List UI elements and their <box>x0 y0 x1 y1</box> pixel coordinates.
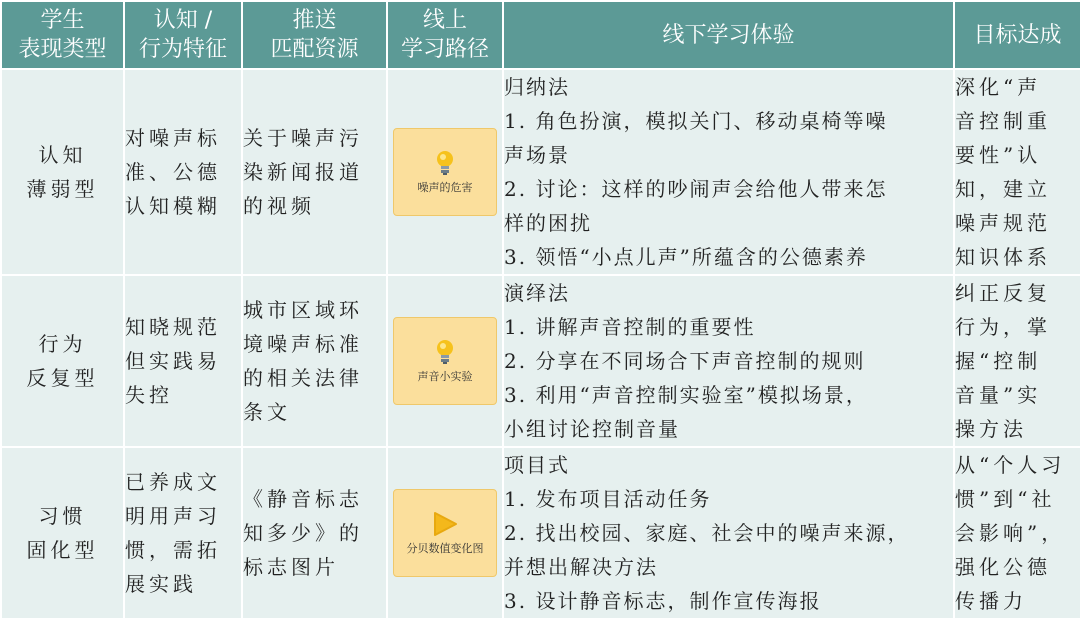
lightbulb-icon <box>432 338 458 366</box>
experience-line: 1. 发布项目活动任务 <box>504 487 712 511</box>
header-goal: 目标达成 <box>954 1 1080 69</box>
header-cognition-behavior: 认知 / 行为特征 <box>124 1 242 69</box>
offline-experience-cell <box>503 69 954 275</box>
student-type-text: 行为 反复型 <box>26 332 99 390</box>
goal-cell: 纠正反复 行为，掌 握“控制 音量”实 操方法 <box>954 275 1080 447</box>
student-type-text: 认知 薄弱型 <box>26 143 99 201</box>
method-label: 归纳法 <box>504 75 570 99</box>
student-type-cell <box>1 447 124 619</box>
student-type-cell <box>1 69 124 275</box>
goal-cell: 深化“声 音控制重 要性”认 知，建立 噪声规范 知识体系 <box>954 69 1080 275</box>
method-label: 演绎法 <box>504 281 570 305</box>
path-card-label: 噪声的危害 <box>417 181 473 194</box>
header-matched-resource: 推送 匹配资源 <box>242 1 387 69</box>
online-path-cell <box>387 447 503 619</box>
offline-experience-cell <box>503 447 954 619</box>
path-card-label: 声音小实验 <box>417 370 473 383</box>
online-path-cell <box>387 69 503 275</box>
experience-line: 2. 分享在不同场合下声音控制的规则 <box>504 349 866 373</box>
offline-experience-cell <box>503 275 954 447</box>
header-offline-experience: 线下学习体验 <box>503 1 954 69</box>
table-row <box>1 69 1080 275</box>
resource-cell: 城市区域环 境噪声标准 的相关法律 条文 <box>242 275 387 447</box>
experience-line: 1. 角色扮演，模拟关门、移动桌椅等噪 <box>504 109 888 133</box>
table-row <box>1 275 1080 447</box>
experience-line: 3. 利用“声音控制实验室”模拟场景， <box>504 383 868 407</box>
student-type-cell <box>1 275 124 447</box>
header-row <box>1 1 1080 69</box>
online-path-cell <box>387 275 503 447</box>
resource-cell: 《静音标志 知多少》的 标志图片 <box>242 447 387 619</box>
experience-line: 小组讨论控制音量 <box>504 417 680 441</box>
experience-line: 声场景 <box>504 143 570 167</box>
path-card[interactable] <box>393 128 497 216</box>
cognition-cell: 对噪声标 准、公德 认知模糊 <box>124 69 242 275</box>
method-label: 项目式 <box>504 453 570 477</box>
table-row <box>1 447 1080 619</box>
experience-line: 1. 讲解声音控制的重要性 <box>504 315 756 339</box>
header-student-type: 学生 表现类型 <box>1 1 124 69</box>
experience-line: 并想出解决方法 <box>504 555 658 579</box>
experience-line: 3. 领悟“小点儿声”所蕴含的公德素养 <box>504 245 868 269</box>
path-card[interactable] <box>393 489 497 577</box>
resource-cell: 关于噪声污 染新闻报道 的视频 <box>242 69 387 275</box>
experience-line: 2. 讨论：这样的吵闹声会给他人带来怎 <box>504 177 888 201</box>
experience-line: 3. 设计静音标志，制作宣传海报 <box>504 589 822 613</box>
lightbulb-icon <box>432 149 458 177</box>
experience-line: 2. 找出校园、家庭、社会中的噪声来源， <box>504 521 910 545</box>
header-online-path: 线上 学习路径 <box>387 1 503 69</box>
student-type-text: 习惯 固化型 <box>26 504 99 562</box>
experience-line: 样的困扰 <box>504 211 592 235</box>
goal-cell: 从“个人习 惯”到“社 会影响”， 强化公德 传播力 <box>954 447 1080 619</box>
path-card-label: 分贝数值变化图 <box>406 542 484 555</box>
cognition-cell: 知晓规范 但实践易 失控 <box>124 275 242 447</box>
play-icon <box>432 510 458 538</box>
cognition-cell: 已养成文 明用声习 惯，需拓 展实践 <box>124 447 242 619</box>
path-card[interactable] <box>393 317 497 405</box>
